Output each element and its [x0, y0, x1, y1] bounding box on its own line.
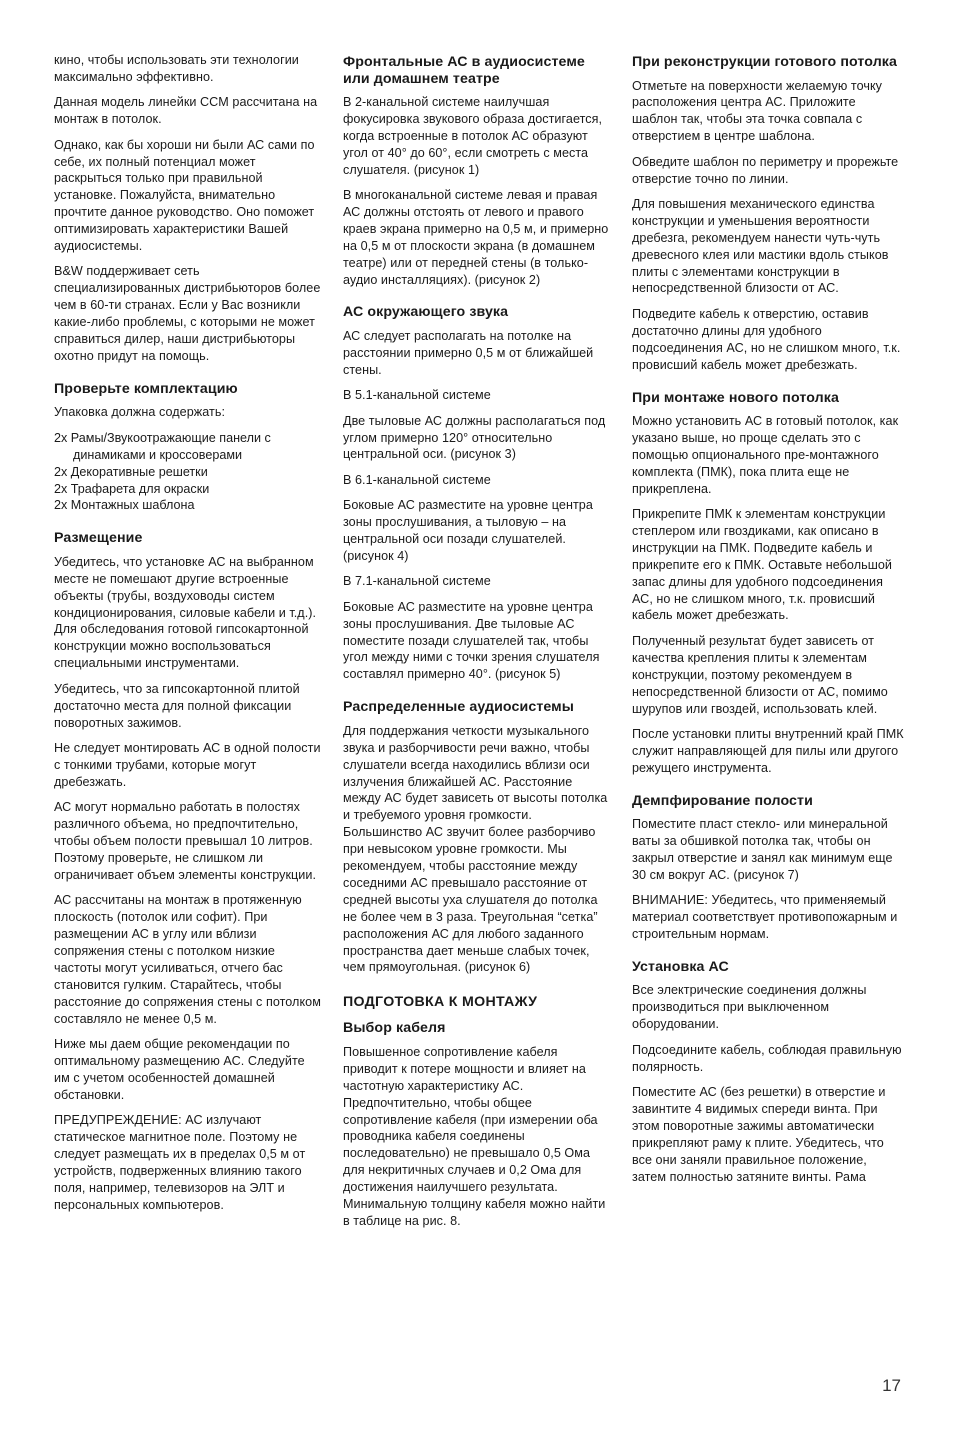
paragraph: Обведите шаблон по периметру и прорежьте отверстие точно по линии. — [632, 154, 899, 186]
paragraph: Подведите кабель к отверстию, оставив достаточно длины для удобного подсоединения АС, но не слишком много, т.к. провисший кабель может дребезжать. — [632, 306, 901, 372]
section-heading-cable-choice: Выбор кабеля — [343, 1020, 446, 1037]
paragraph: В 7.1-канальной системе — [343, 574, 491, 589]
column-3 — [632, 52, 904, 1194]
paragraph: АС могут нормально работать в полостях различного объема, но предпочтительно, чтобы объем полости превышал 10 литров. Поэтому проверьте, не слишком ли ограничивает объем элементы конструкции. — [54, 800, 316, 882]
column-1 — [54, 52, 324, 1222]
paragraph: Для поддержания четкости музыкального звука и разборчивости речи важно, чтобы слушатели всегда находились вблизи оси излучения ближайшей АС. Расстояние между АС будет зависеть от высоты потолка и требуемого уровня громкости. Большинство АС звучит более разборчиво при невысоком уровне громкости. Мы рекомендуем, чтобы расстояние между соседними АС превышало расстояние от средней высоты уха слушателя до потолка не более чем в 3 раза. Треугольная “сетка” расположения АС для любого заданного пространства дает меньше слабых точек, чем прямоугольная. (рисунок 6) — [343, 723, 608, 975]
list-item: 2x Декоративные решетки — [54, 464, 208, 479]
paragraph: Две тыловые АС должны располагаться под углом примерно 120° относительно центральной оси. (рисунок 3) — [343, 413, 606, 462]
paragraph: Повышенное сопротивление кабеля приводит к потере мощности и влияет на частотную характеристику АС. Предпочтительно, чтобы общее сопротивление кабеля (при измерении оба проводника кабеля соединены последовательно) не превышало 0,5 Ома для некритичных случаев и 0,2 Ома для достижения наилучшего результата. Минимальную толщину кабеля можно найти в таблице на рис. 8. — [343, 1044, 606, 1228]
paragraph: АС рассчитаны на монтаж в протяженную плоскость (потолок или софит). При размещении АС в углу или вблизи сопряжения стены с потолком низкие частоты могут усиливаться, отчего бас становится гулким. Старайтесь, чтобы расстояние до сопряжения стены с потолком составляло не менее 0,5 м. — [54, 893, 321, 1026]
paragraph: кино, чтобы использовать эти технологии максимально эффективно. — [54, 53, 299, 84]
section-heading-speaker-installation: Установка АС — [632, 958, 729, 975]
list-item: 2x Рамы/Звукоотражающие панели с динамиками и кроссоверами — [54, 430, 271, 462]
paragraph: Все электрические соединения должны производиться при выключенном оборудовании. — [632, 983, 867, 1032]
section-heading-reconstruction: При реконструкции готового потолка — [632, 54, 898, 70]
section-heading-distributed-systems: Распределенные аудиосистемы — [343, 699, 574, 716]
section-heading-new-ceiling: При монтаже нового потолка — [632, 389, 839, 406]
section-heading-surround-speakers: АС окружающего звука — [343, 304, 509, 321]
section-heading-check-contents: Проверьте комплектацию — [54, 380, 238, 397]
paragraph: B&W поддерживает сеть специализированных дистрибьюторов более чем в 60-ти странах. Если у Вас возникли какие-либо проблемы, с которыми не может справиться дилер, наши дистрибьюторы охотно придут на помощь. — [54, 264, 321, 363]
paragraph: Подсоедините кабель, соблюдая правильную полярность. — [632, 1042, 902, 1074]
paragraph: Однако, как бы хороши ни были АС сами по себе, их полный потенциал может раскрыться только при правильной установке. Пожалуйста, внимательно прочтите данное руководство. Оно поможет оптимизировать характеристики Вашей аудиосистемы. — [54, 137, 315, 254]
section-heading-placement: Размещение — [54, 530, 143, 547]
section-heading-front-speakers: Фронтальные АС в аудиосистеме или домашнем театре — [343, 54, 585, 87]
paragraph: ПРЕДУПРЕЖДЕНИЕ: АС излучают статическое магнитное поле. Поэтому не следует размещать их в пределах 0,5 м от устройств, подверженных влиянию такого поля, например, телевизоров на ЭЛТ и персональных компьютеров. — [54, 1113, 306, 1212]
chapter-heading-installation-prep: ПОДГОТОВКА К МОНТАЖУ — [343, 994, 538, 1011]
paragraph: Не следует монтировать АС в одной полости с тонкими трубами, которые могут дребезжать. — [54, 740, 321, 789]
paragraph: В многоканальной системе левая и правая АС должны отстоять от левого и правого краев экрана примерно на 0,5 м, и примерно на 0,5 м от плоскости экрана (в домашнем театре) или от передней стены (в только-аудио инсталляциях). (рисунок 2) — [343, 188, 609, 287]
paragraph: В 6.1-канальной системе — [343, 472, 491, 487]
paragraph: Поместите пласт стекло- или минеральной ваты за обшивкой потолка так, чтобы он закрыл отверстие и занял как минимум еще 30 см вокруг АС. (рисунок 7) — [632, 817, 893, 882]
paragraph: Поместите АС (без решетки) в отверстие и завинтите 4 видимых спереди винта. При этом поворотные зажимы автоматически прикрепляют раму к плите. Убедитесь, что все они заняли правильное положение, затем полностью затяните винты. Рама — [632, 1085, 886, 1184]
paragraph: Отметьте на поверхности желаемую точку расположения центра АС. Приложите шаблон так, чтобы эта точка совпала с отверстием в центре шаблона. — [632, 78, 883, 144]
package-contents-list — [54, 430, 324, 515]
paragraph: Упаковка должна содержать: — [54, 405, 226, 420]
page-number: 17 — [882, 1376, 901, 1395]
paragraph: ВНИМАНИЕ: Убедитесь, что применяемый материал соответствует противопожарным и строительным нормам. — [632, 893, 898, 942]
paragraph: После установки плиты внутренний край ПМК служит направляющей для пилы или другого режущего инструмента. — [632, 726, 904, 775]
paragraph: В 2-канальной системе наилучшая фокусировка звукового образа достигается, когда встроенные в потолок АС образуют угол от 40° до 60°, если смотреть с места слушателя. (рисунок 1) — [343, 95, 603, 177]
paragraph: В 5.1-канальной системе — [343, 388, 491, 403]
list-item: 2x Монтажных шаблона — [54, 498, 195, 513]
paragraph: Прикрепите ПМК к элементам конструкции степлером или гвоздиками, как описано в инструкции на ПМК. Подведите кабель и прикрепите его к ПМК. Оставьте небольшой запас длины для удобного подсоединения АС, но не слишком много, т.к. провисший кабель может дребезжать. — [632, 507, 892, 623]
paragraph: Можно установить АС в готовый потолок, как указано выше, но проще сделать это с помощью опционального пре-монтажного комплекта (ПМК), пока плита еще не прикреплена. — [632, 414, 899, 496]
list-item: 2x Трафарета для окраски — [54, 481, 210, 496]
paragraph: Ниже мы даем общие рекомендации по оптимальному размещению АС. Следуйте им с учетом особенностей домашней обстановки. — [54, 1036, 305, 1102]
section-heading-cavity-damping: Демпфирование полости — [632, 792, 813, 809]
column-2 — [343, 52, 613, 1238]
paragraph: Полученный результат будет зависеть от качества крепления плиты к элементам конструкции, поэтому рекомендуем в непосредственной близости от АС, помимо шурупов или гвоздей, использовать клей. — [632, 633, 888, 716]
paragraph: АС следует располагать на потолке на расстоянии примерно 0,5 м от ближайшей стены. — [343, 328, 594, 377]
paragraph: Убедитесь, что за гипсокартонной плитой достаточно места для полной фиксации поворотных зажимов. — [54, 681, 300, 730]
paragraph: Боковые АС разместите на уровне центра зоны прослушивания, а тыловую – на центральной оси позади слушателей. (рисунок 4) — [343, 498, 593, 563]
paragraph: Данная модель линейки CCM рассчитана на монтаж в потолок. — [54, 95, 318, 127]
paragraph: Убедитесь, что установке АС на выбранном месте не помешают другие встроенные объекты (трубы, воздуховоды систем кондиционирования, силовые кабели и т.д.). Для обследования готовой гипсокартонной конструкции можно воспользоваться специальными инструментами. — [54, 554, 317, 671]
paragraph: Боковые АС разместите на уровне центра зоны прослушивания. Две тыловые АС поместите позади слушателей так, чтобы угол между ними с точки зрения слушателя составлял примерно 40°. (рисунок 5) — [343, 599, 600, 682]
paragraph: Для повышения механического единства конструкции и уменьшения вероятности дребезга, рекомендуем нанести чуть-чуть древесного клея или мастики вдоль стыков плиты с элементами конструкции в непосредственной близости от АС. — [632, 196, 889, 296]
